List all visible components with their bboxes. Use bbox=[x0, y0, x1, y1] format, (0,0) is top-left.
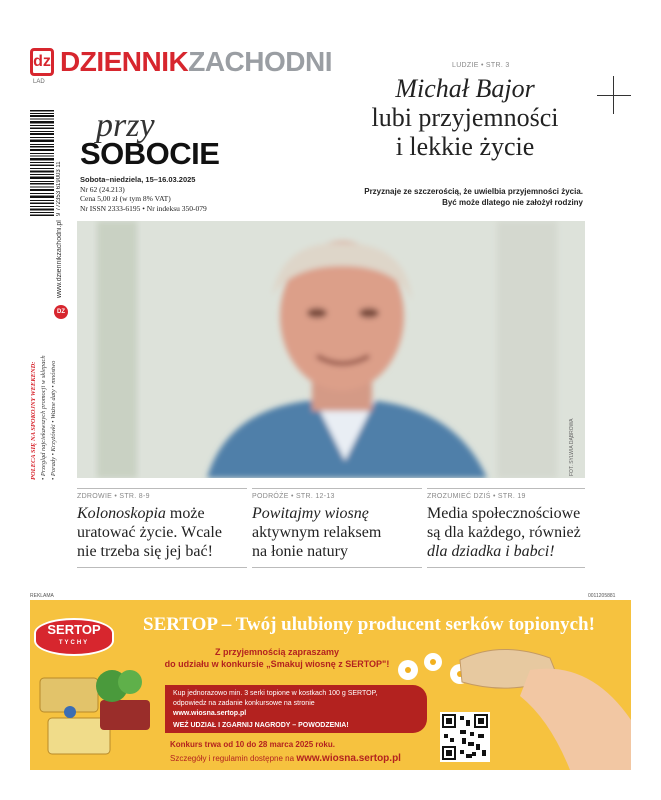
ad-intro-2: do udziału w konkursie „Smakuj wiosnę z SERTOP"! bbox=[164, 659, 390, 669]
sertop-logo bbox=[34, 618, 114, 656]
ad-intro bbox=[142, 646, 412, 670]
supplement-sobocie: SOBOCIE bbox=[80, 136, 220, 171]
story-headline-italic: dla dziadka i babci! bbox=[427, 543, 555, 560]
story-headline-rest: może bbox=[165, 505, 205, 522]
ad-cta: WEŹ UDZIAŁ I ZGARNIJ NAGRODY – POWODZENIA! bbox=[173, 722, 349, 729]
masthead-logo[interactable] bbox=[60, 44, 332, 80]
story-headline bbox=[427, 504, 585, 561]
story-travel[interactable] bbox=[252, 488, 422, 568]
story-rule bbox=[77, 567, 247, 568]
lead-headline[interactable] bbox=[360, 74, 570, 161]
ad-code: 0011205881 bbox=[588, 593, 616, 599]
logo-small-label: LAD bbox=[33, 79, 45, 85]
lead-line3: i lekkie życie bbox=[395, 132, 535, 161]
issue-price: Cena 5,00 zł (w tym 8% VAT) bbox=[80, 194, 171, 203]
ad-box-line2: odpowiedz na zadanie konkursowe na stronie bbox=[173, 700, 315, 707]
photo-credit: FOT. SYLWIA DĄBROWA bbox=[569, 418, 575, 476]
story-headline-line3: nie trzeba się jej bać! bbox=[77, 543, 213, 560]
story-health[interactable] bbox=[77, 488, 247, 568]
story-headline-italic: Kolonoskopia bbox=[77, 505, 166, 522]
supplement-przy: przy bbox=[96, 107, 155, 144]
barcode-digits: 9 772353 619003 bbox=[56, 169, 62, 216]
story-headline bbox=[252, 504, 422, 561]
story-media[interactable] bbox=[427, 488, 585, 568]
ad-dates: Konkurs trwa od 10 do 28 marca 2025 roku. bbox=[170, 740, 335, 749]
barcode-issue: 11 bbox=[56, 161, 62, 168]
portrait-illustration bbox=[77, 221, 585, 478]
ad-box-line1: Kup jednorazowo min. 3 serki topione w kostkach 100 g SERTOP, bbox=[173, 690, 378, 697]
lead-photo[interactable] bbox=[77, 221, 585, 478]
story-headline-line1: Media społecznościowe bbox=[427, 505, 581, 522]
logo-mark: dz bbox=[30, 48, 54, 76]
ad-rules-prefix: Szczegóły i regulamin dostępne na bbox=[170, 754, 295, 763]
ad-headline: SERTOP – Twój ulubiony producent serków topionych! bbox=[143, 614, 595, 635]
lead-sub-2: Być może dlatego nie założył rodziny bbox=[442, 198, 583, 207]
story-headline-line3: na łonie natury bbox=[252, 543, 348, 560]
issue-info bbox=[80, 175, 207, 213]
ad-contest-box bbox=[165, 685, 427, 733]
lead-line2: lubi przyjemności bbox=[371, 103, 559, 132]
masthead-title-part2: ZACHODNI bbox=[188, 46, 332, 77]
issue-number: Nr 62 (24.213) bbox=[80, 184, 125, 194]
lead-kicker: LUDZIE • STR. 3 bbox=[452, 62, 510, 69]
story-headline-line2: uratować życie. Wcale bbox=[77, 524, 222, 541]
issue-date: Sobota–niedziela, 15–16.03.2025 bbox=[80, 175, 196, 184]
story-headline-line2: są dla każdego, również bbox=[427, 524, 581, 541]
crop-mark-horizontal bbox=[597, 95, 631, 96]
qr-code[interactable] bbox=[440, 712, 490, 762]
story-headline-line2: aktywnym relaksem bbox=[252, 524, 382, 541]
masthead-title-part1: DZIENNIK bbox=[60, 46, 189, 77]
ad-rules bbox=[170, 754, 401, 764]
story-kicker: PODRÓŻE • STR. 12-13 bbox=[252, 488, 422, 500]
barcode-number bbox=[56, 110, 66, 216]
promo-title: POLECA SIĘ NA SPOKOJNY WEEKEND: bbox=[30, 361, 37, 480]
story-kicker: ZROZUMIEĆ DZIŚ • STR. 19 bbox=[427, 488, 585, 500]
ad-intro-1: Z przyjemnością zapraszamy bbox=[214, 647, 340, 657]
promo-item-1: • Przegląd najciekawszych promocji w sklepach bbox=[40, 355, 47, 480]
story-headline-italic: Powitajmy wiosnę bbox=[252, 505, 369, 522]
lead-subtitle bbox=[300, 186, 583, 208]
lead-sub-1: Przyznaje ze szczerością, że uwielbia przyjemności życia. bbox=[364, 187, 583, 196]
sertop-advertisement[interactable] bbox=[30, 600, 631, 770]
issue-issn: Nr ISSN 2333-6195 • Nr indeksu 350-079 bbox=[80, 203, 207, 213]
promo-item-2: • Porady • Krzyżówki • Ważne daty • mnóstwo bbox=[50, 360, 57, 480]
website-url[interactable]: www.dziennikzachodni.pl bbox=[56, 220, 63, 298]
story-headline bbox=[77, 504, 247, 561]
ad-contest-link[interactable]: www.wiosna.sertop.pl bbox=[173, 710, 247, 717]
ad-label: REKLAMA bbox=[30, 593, 54, 599]
story-kicker: ZDROWIE • STR. 8-9 bbox=[77, 488, 247, 500]
weekend-promo bbox=[30, 350, 58, 480]
lead-name: Michał Bajor bbox=[395, 74, 535, 103]
sertop-logo-sub: TYCHY bbox=[58, 640, 90, 646]
sertop-logo-text: SERTOP bbox=[47, 622, 101, 637]
story-rule bbox=[252, 567, 422, 568]
barcode bbox=[30, 110, 54, 216]
ad-rules-link[interactable]: www.wiosna.sertop.pl bbox=[296, 753, 401, 764]
dz-badge: DZ bbox=[54, 305, 68, 319]
story-rule bbox=[427, 567, 585, 568]
